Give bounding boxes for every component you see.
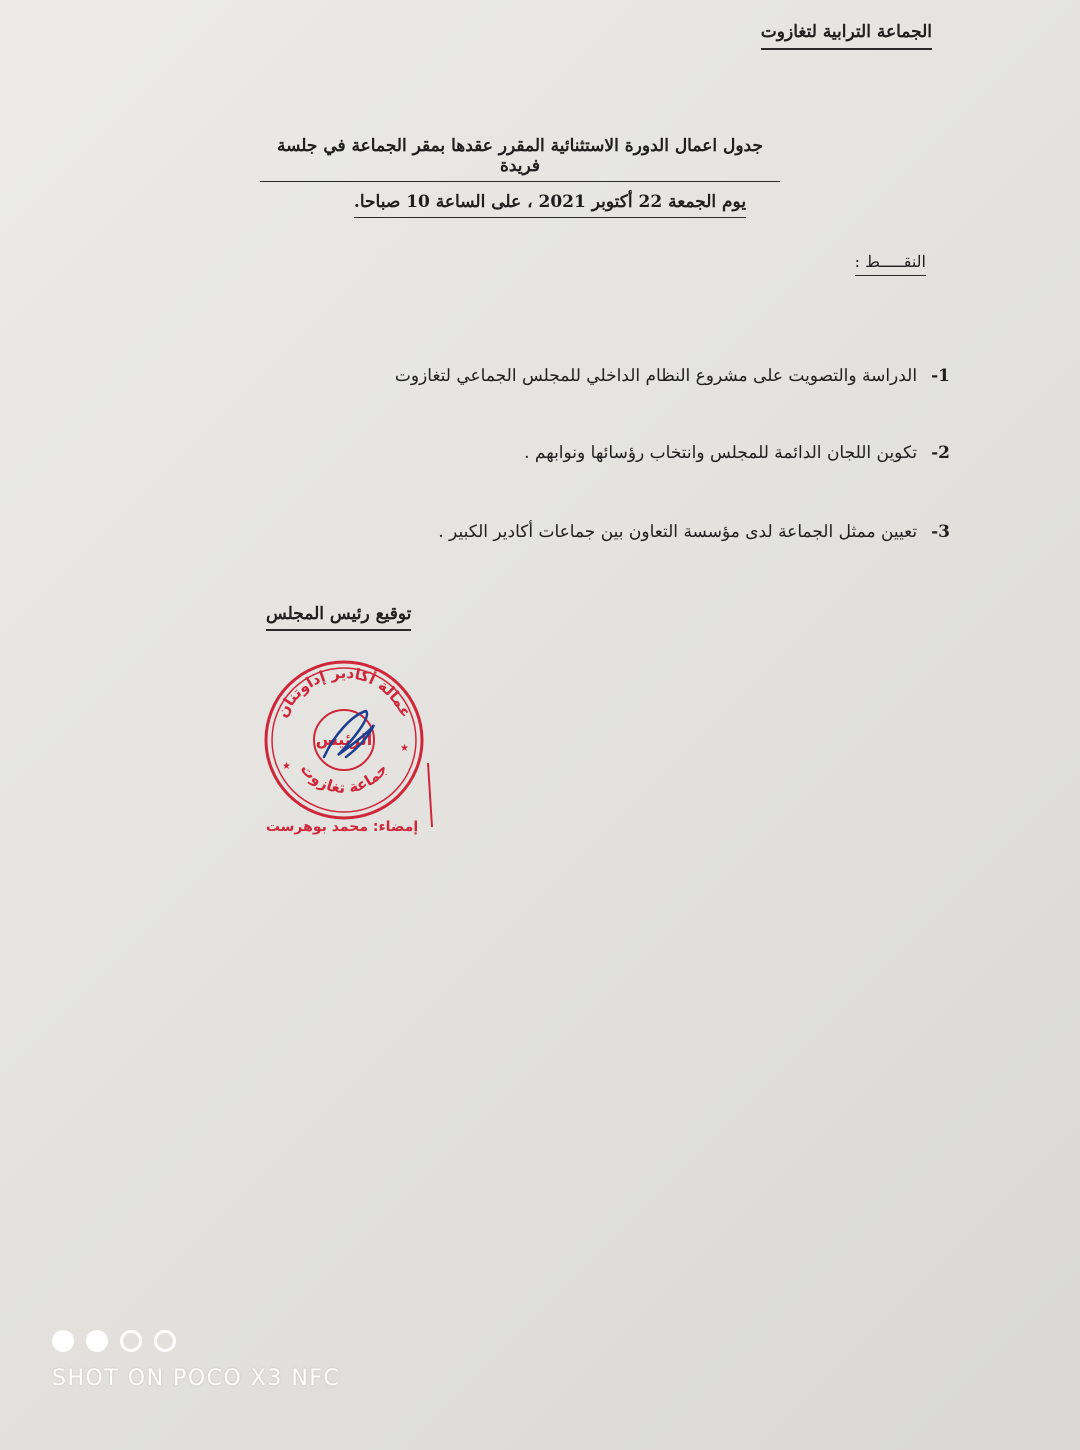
agenda-item-1 (395, 366, 950, 386)
title-line-1: جدول اعمال الدورة الاستثنائية المقرر عقدها بمقر الجماعة في جلسة فريدة (260, 136, 780, 182)
stamp-outer-text: عمالة أكادير إداوتنان (272, 663, 416, 721)
agenda-item-3 (438, 522, 950, 542)
agenda-title (260, 136, 780, 228)
agenda-item-number: 2- (931, 443, 950, 463)
signature-stroke (428, 763, 432, 827)
camera-logo-dots (52, 1330, 340, 1352)
agenda-item-2 (524, 443, 950, 463)
agenda-item-number: 3- (931, 522, 950, 542)
stamp-name-text: إمضاء: محمد بوهرست (265, 819, 419, 835)
agenda-item-text: تعيين ممثل الجماعة لدى مؤسسة التعاون بين جماعات أكادير الكبير . (438, 522, 918, 542)
agenda-item-text: الدراسة والتصويت على مشروع النظام الداخلي للمجلس الجماعي لتغازوت (394, 366, 918, 386)
points-label: النقـــــط : (855, 252, 926, 276)
agenda-item-number: 1- (931, 366, 950, 386)
title-line-2: يوم الجمعة 22 أكتوبر 2021 ، على الساعة 10 صباحا. (354, 192, 746, 218)
stamp-star-left: ★ (282, 761, 291, 772)
dot-icon (52, 1330, 74, 1352)
official-stamp (254, 645, 434, 845)
stamp-inner-text: جماعة تغازوت (296, 759, 392, 797)
dot-icon (120, 1330, 142, 1352)
stamp-center-text: الرئيس (315, 730, 373, 749)
organization-header: الجماعة الترابية لتغازوت (761, 22, 932, 50)
camera-watermark-text: SHOT ON POCO X3 NFC (52, 1366, 341, 1391)
stamp-star-right: ★ (400, 743, 409, 754)
camera-watermark (52, 1330, 340, 1391)
agenda-item-text: تكوين اللجان الدائمة للمجلس وانتخاب رؤسائها ونوابهم . (524, 443, 918, 463)
dot-icon (86, 1330, 108, 1352)
signature-label: توقيع رئيس المجلس (266, 604, 411, 631)
dot-icon (154, 1330, 176, 1352)
